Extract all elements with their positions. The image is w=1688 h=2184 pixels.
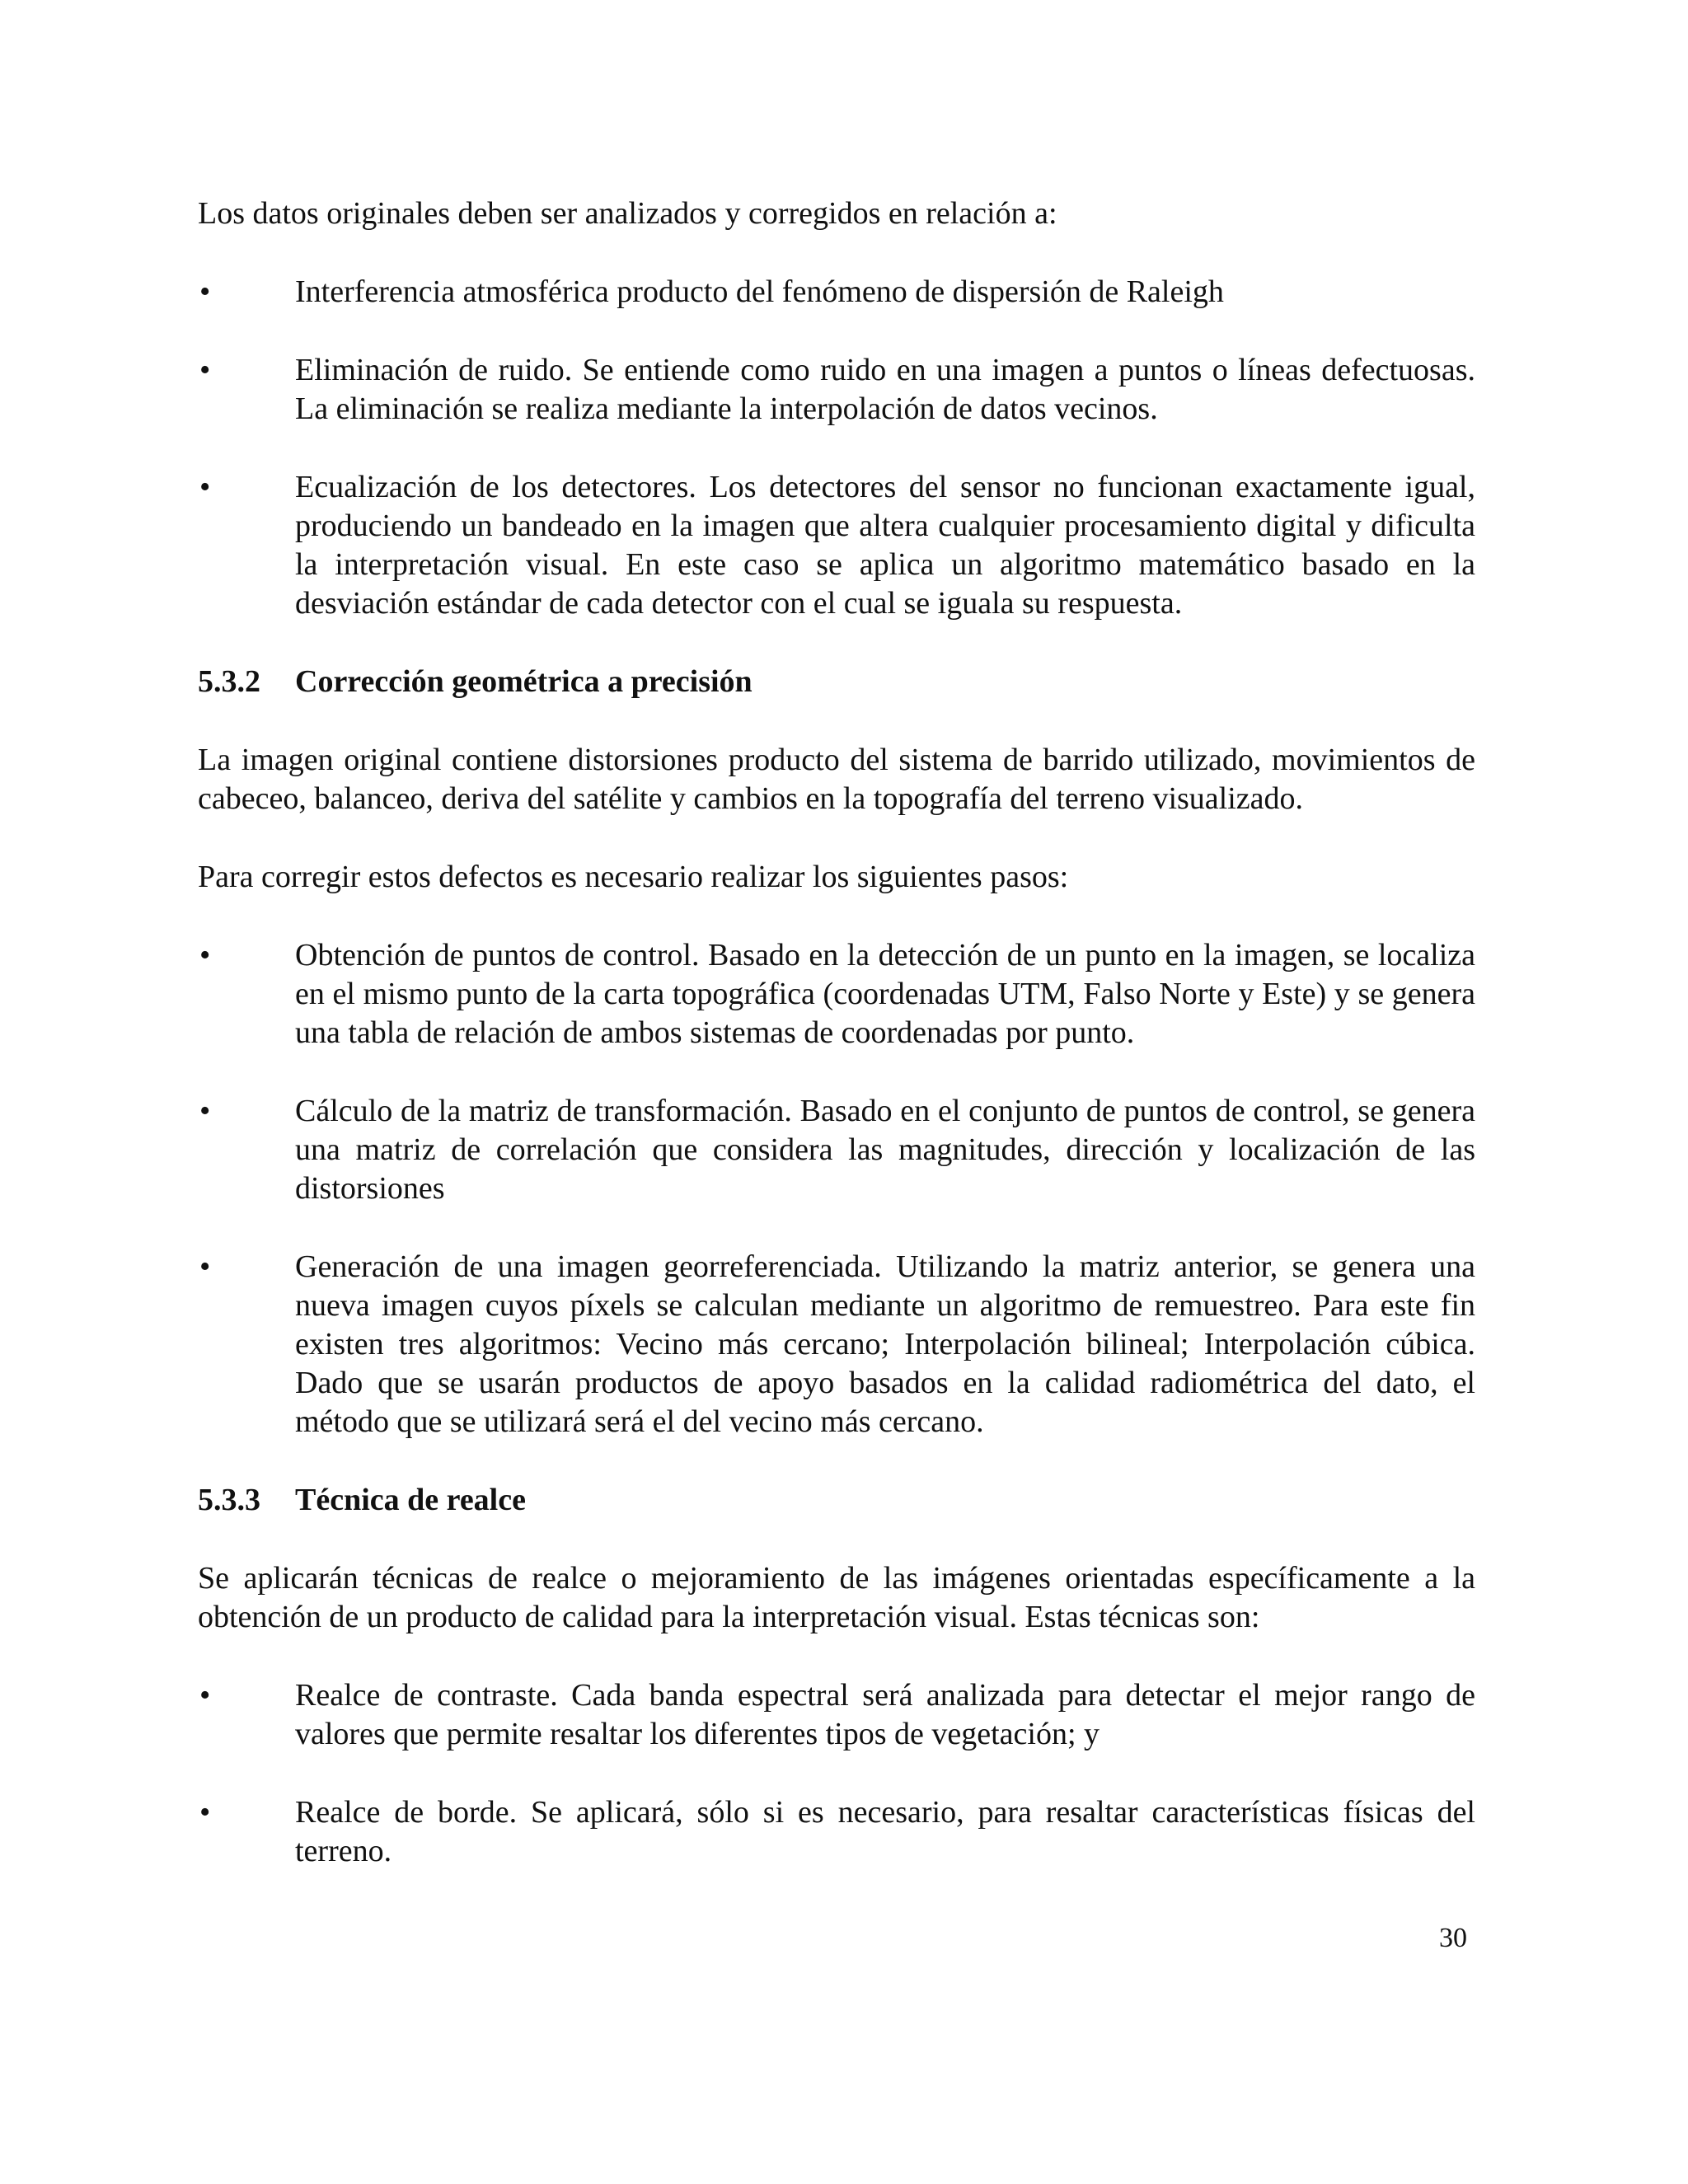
section-heading-5-3-2: [198, 663, 1475, 701]
bullet-icon: •: [199, 470, 211, 504]
list-item: [198, 1248, 1475, 1441]
section-number: 5.3.2: [198, 664, 260, 699]
list-item-text: Generación de una imagen georreferenciada. Utilizando la matriz anterior, se genera una nueva imagen cuyos píxels se calculan mediante un algoritmo de remuestreo. Para este fin existen tres algoritmos: Vecino más cercano; Interpolación bilineal; Interpolación cúbica. Dado que se usarán productos de apoyo basados en la calidad radiométrica del dato, el método que se utilizará será el del vecino más cercano.: [295, 1249, 1475, 1439]
section-number: 5.3.3: [198, 1483, 260, 1517]
list-item-text: Ecualización de los detectores. Los detectores del sensor no funcionan exactamente igual, produciendo un bandeado en la imagen que altera cualquier procesamiento digital y dificulta la interpretación visual. En este caso se aplica un algoritmo matemático basado en la desviación estándar de cada detector con el cual se iguala su respuesta.: [295, 470, 1475, 621]
bullet-icon: •: [199, 1249, 211, 1284]
section-title: Corrección geométrica a precisión: [295, 664, 753, 699]
section-title: Técnica de realce: [295, 1483, 526, 1517]
list-item-text: Interferencia atmosférica producto del fenómeno de dispersión de Raleigh: [295, 274, 1224, 309]
bullet-icon: •: [199, 938, 211, 972]
document-page: [198, 194, 1475, 1910]
list-item: [198, 1793, 1475, 1871]
list-item: [198, 351, 1475, 429]
bullet-icon: •: [199, 1795, 211, 1830]
bullet-icon: •: [199, 1678, 211, 1713]
list-item-text: Realce de borde. Se aplicará, sólo si es necesario, para resaltar características físicas del terreno.: [295, 1795, 1475, 1868]
list-item-text: Cálculo de la matriz de transformación. Basado en el conjunto de puntos de control, se genera una matriz de correlación que considera las magnitudes, dirección y localización de las distorsiones: [295, 1094, 1475, 1206]
bullet-icon: •: [199, 274, 211, 309]
section-heading-5-3-3: [198, 1481, 1475, 1520]
section-paragraph: La imagen original contiene distorsiones producto del sistema de barrido utilizado, movimientos de cabeceo, balanceo, deriva del satélite y cambios en la topografía del terreno visualizado.: [198, 743, 1475, 816]
section-paragraph: Se aplicarán técnicas de realce o mejoramiento de las imágenes orientadas específicamente a la obtención de un producto de calidad para la interpretación visual. Estas técnicas son:: [198, 1561, 1475, 1634]
list-item-text: Eliminación de ruido. Se entiende como ruido en una imagen a puntos o líneas defectuosas. La eliminación se realiza mediante la interpolación de datos vecinos.: [295, 353, 1475, 426]
list-item: [198, 936, 1475, 1052]
list-item-text: Realce de contraste. Cada banda espectral será analizada para detectar el mejor rango de valores que permite resaltar los diferentes tipos de vegetación; y: [295, 1678, 1475, 1751]
intro-paragraph: Los datos originales deben ser analizados y corregidos en relación a:: [198, 196, 1057, 231]
section-paragraph: Para corregir estos defectos es necesario realizar los siguientes pasos:: [198, 860, 1069, 894]
bullet-icon: •: [199, 1094, 211, 1128]
page-number: 30: [1439, 1923, 1467, 1953]
list-item-text: Obtención de puntos de control. Basado en la detección de un punto en la imagen, se localiza en el mismo punto de la carta topográfica (coordenadas UTM, Falso Norte y Este) y se genera una tabla de relación de ambos sistemas de coordenadas por punto.: [295, 938, 1475, 1050]
bullet-icon: •: [199, 353, 211, 387]
list-item: [198, 1676, 1475, 1754]
list-item: [198, 1092, 1475, 1208]
list-item: [198, 273, 1475, 312]
list-item: [198, 468, 1475, 623]
